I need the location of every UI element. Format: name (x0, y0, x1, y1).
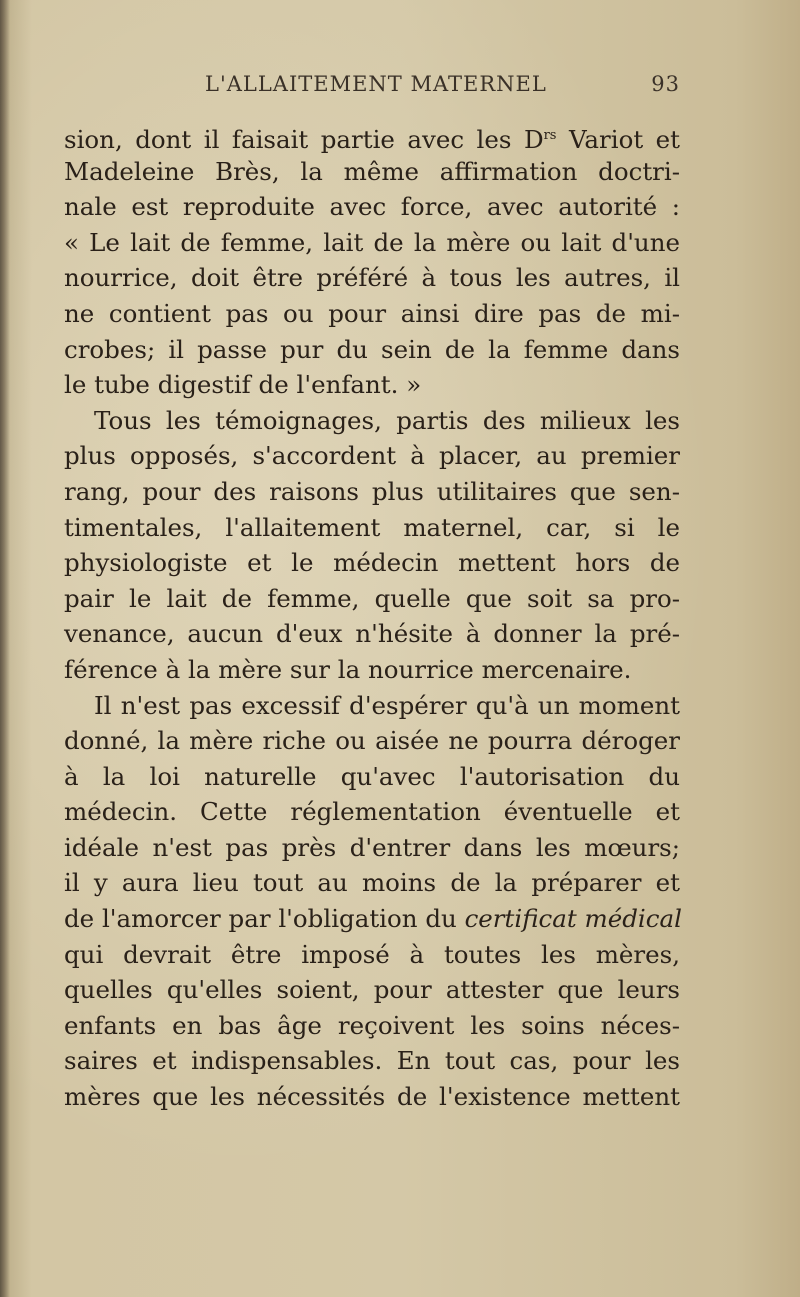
running-title: L'ALLAITEMENT MATERNEL (205, 72, 547, 96)
text-line: à la loi naturelle qu'avec l'autorisation du (64, 761, 680, 791)
text-line: Madeleine Brès, la même affirmation doctri- (64, 156, 680, 186)
text-line (64, 118, 680, 154)
binding-shadow (0, 0, 10, 1297)
text-run: sion, dont il faisait partie avec les D (64, 125, 544, 154)
text-line: saires et indispensables. En tout cas, pour les (64, 1046, 680, 1076)
page-number: 93 (651, 72, 680, 96)
body-text (64, 118, 680, 1115)
text-line: rang, pour des raisons plus utilitaires que sen- (64, 476, 680, 506)
text-line: nourrice, doit être préféré à tous les autres, il (64, 263, 680, 293)
text-line: « Le lait de femme, lait de la mère ou lait d'une (64, 227, 680, 257)
text-run: de l'amorcer par l'obligation du (64, 904, 465, 934)
italic-phrase: certificat médical (464, 904, 682, 934)
text-line: donné, la mère riche ou aisée ne pourra déroger (64, 726, 680, 756)
text-line: qui devrait être imposé à toutes les mères, (64, 939, 680, 969)
text-line: férence à la mère sur la nourrice mercenaire. (64, 654, 632, 684)
superscript: rs (543, 128, 557, 143)
running-head (205, 72, 680, 102)
text-line: le tube digestif de l'enfant. » (64, 370, 422, 400)
text-line (64, 901, 680, 937)
text-line: venance, aucun d'eux n'hésite à donner la pré- (64, 619, 680, 649)
text-line: plus opposés, s'accordent à placer, au premier (64, 441, 680, 471)
text-line: quelles qu'elles soient, pour attester que leurs (64, 975, 680, 1005)
paragraph-start: Il n'est pas excessif d'espérer qu'à un moment (94, 690, 680, 720)
text-line: timentales, l'allaitement maternel, car, si le (64, 512, 680, 542)
text-line: crobes; il passe pur du sein de la femme dans (64, 334, 680, 364)
text-line: médecin. Cette réglementation éventuelle et (64, 797, 680, 827)
text-line: enfants en bas âge reçoivent les soins néces- (64, 1010, 680, 1040)
text-run: Variot et (556, 125, 680, 154)
text-line: pair le lait de femme, quelle que soit sa pro- (64, 583, 680, 613)
text-line: physiologiste et le médecin mettent hors de (64, 548, 680, 578)
text-line: nale est reproduite avec force, avec autorité : (64, 192, 680, 222)
paragraph-start: Tous les témoignages, partis des milieux les (94, 405, 680, 435)
text-line: mères que les nécessités de l'existence mettent (64, 1082, 680, 1112)
text-line: il y aura lieu tout au moins de la préparer et (64, 868, 680, 898)
text-line: ne contient pas ou pour ainsi dire pas de mi- (64, 298, 680, 328)
text-line: idéale n'est pas près d'entrer dans les mœurs; (64, 832, 680, 862)
